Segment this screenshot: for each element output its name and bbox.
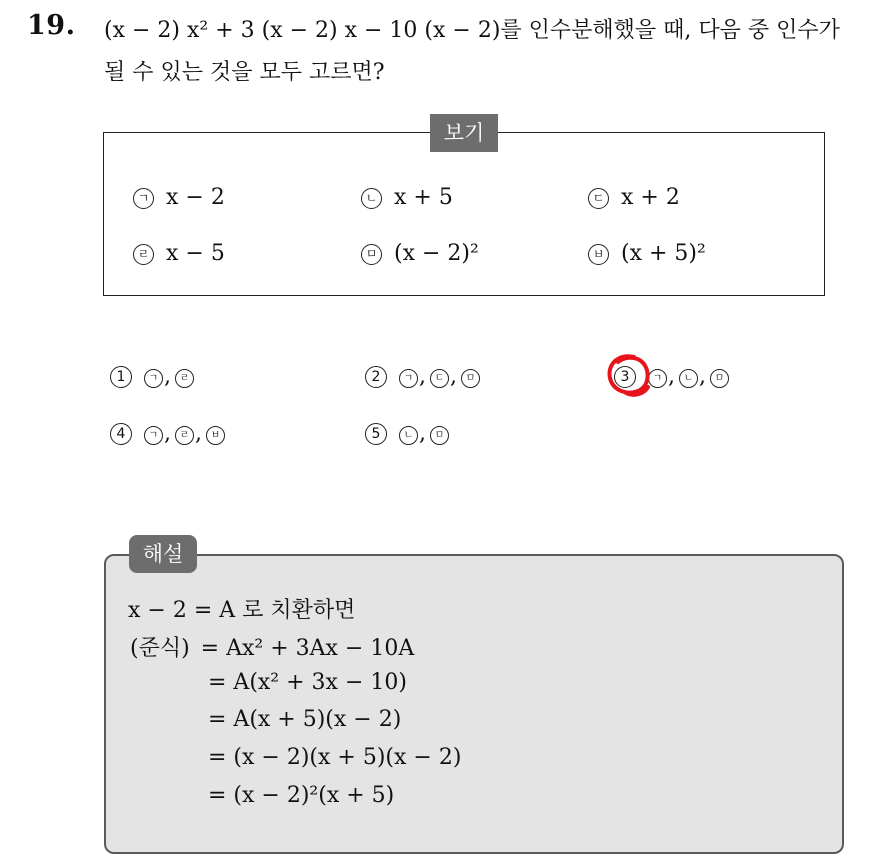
choice-marker: ㅁ [461,369,480,388]
question-text-tail: 를 인수분해했을 때, 다음 중 인수가 [500,18,840,43]
choice-marker: ㄷ [430,369,449,388]
choice-number: 4 [110,423,132,445]
choice-marker: ㄱ [144,426,163,445]
bogi-expr: x − 2 [166,185,225,210]
choice-marker: ㅂ [206,426,225,445]
bogi-label: 보기 [430,114,498,152]
question-text-line2: 될 수 있는 것을 모두 고르면? [104,60,385,85]
bogi-marker: ㄱ [133,188,154,209]
choice-4[interactable]: 4 ㄱ , ㄹ , ㅂ [110,421,225,446]
bogi-marker: ㄹ [133,244,154,265]
choice-number: 5 [365,423,387,445]
bogi-item-3 [588,185,680,210]
bogi-marker: ㄷ [588,188,609,209]
choice-1[interactable]: 1 ㄱ , ㄹ [110,364,194,389]
bogi-expr: x + 2 [621,185,680,210]
choice-2[interactable]: 2 ㄱ , ㄷ , ㅁ [365,364,480,389]
bogi-expr: x + 5 [394,185,453,210]
bogi-item-4 [133,241,225,266]
solution-step: = (x − 2)(x + 5)(x − 2) [208,745,462,770]
question-text-line1 [104,13,840,44]
solution-label: 해설 [129,535,197,573]
choice-marker: ㄹ [175,426,194,445]
solution-step: = Ax² + 3Ax − 10A [200,636,415,661]
choice-marker: ㅁ [710,369,729,388]
choice-marker: ㄹ [175,369,194,388]
solution-prefix: (준식) [130,636,190,661]
choice-marker: ㅁ [430,426,449,445]
bogi-item-5 [361,241,479,266]
choice-marker: ㄴ [399,426,418,445]
solution-step: = (x − 2)²(x + 5) [208,783,395,808]
solution-step: = A(x + 5)(x − 2) [208,707,402,732]
choice-marker: ㄴ [679,369,698,388]
choice-3[interactable]: 3 ㄱ , ㄴ , ㅁ [614,364,729,389]
choice-number: 3 [614,366,636,388]
choice-number: 2 [365,366,387,388]
solution-line-2 [130,631,414,662]
bogi-marker: ㄴ [361,188,382,209]
bogi-marker: ㅂ [588,244,609,265]
question-number: 19. [27,10,76,41]
bogi-item-2 [361,185,453,210]
choice-number: 1 [110,366,132,388]
question-expression: (x − 2) x² + 3 (x − 2) x − 10 (x − 2) [104,18,501,43]
choice-marker: ㄱ [144,369,163,388]
choice-5[interactable]: 5 ㄴ , ㅁ [365,421,449,446]
choice-marker: ㄱ [648,369,667,388]
choice-marker: ㄱ [399,369,418,388]
bogi-item-6 [588,241,706,266]
bogi-item-1 [133,185,225,210]
bogi-box [103,132,825,296]
bogi-expr: x − 5 [166,241,225,266]
bogi-expr: (x + 5)² [621,241,706,266]
bogi-marker: ㅁ [361,244,382,265]
solution-line-1: x − 2 = A 로 치환하면 [128,598,356,623]
solution-step: = A(x² + 3x − 10) [208,670,407,695]
bogi-expr: (x − 2)² [394,241,479,266]
answer-mark-circle [604,351,654,399]
